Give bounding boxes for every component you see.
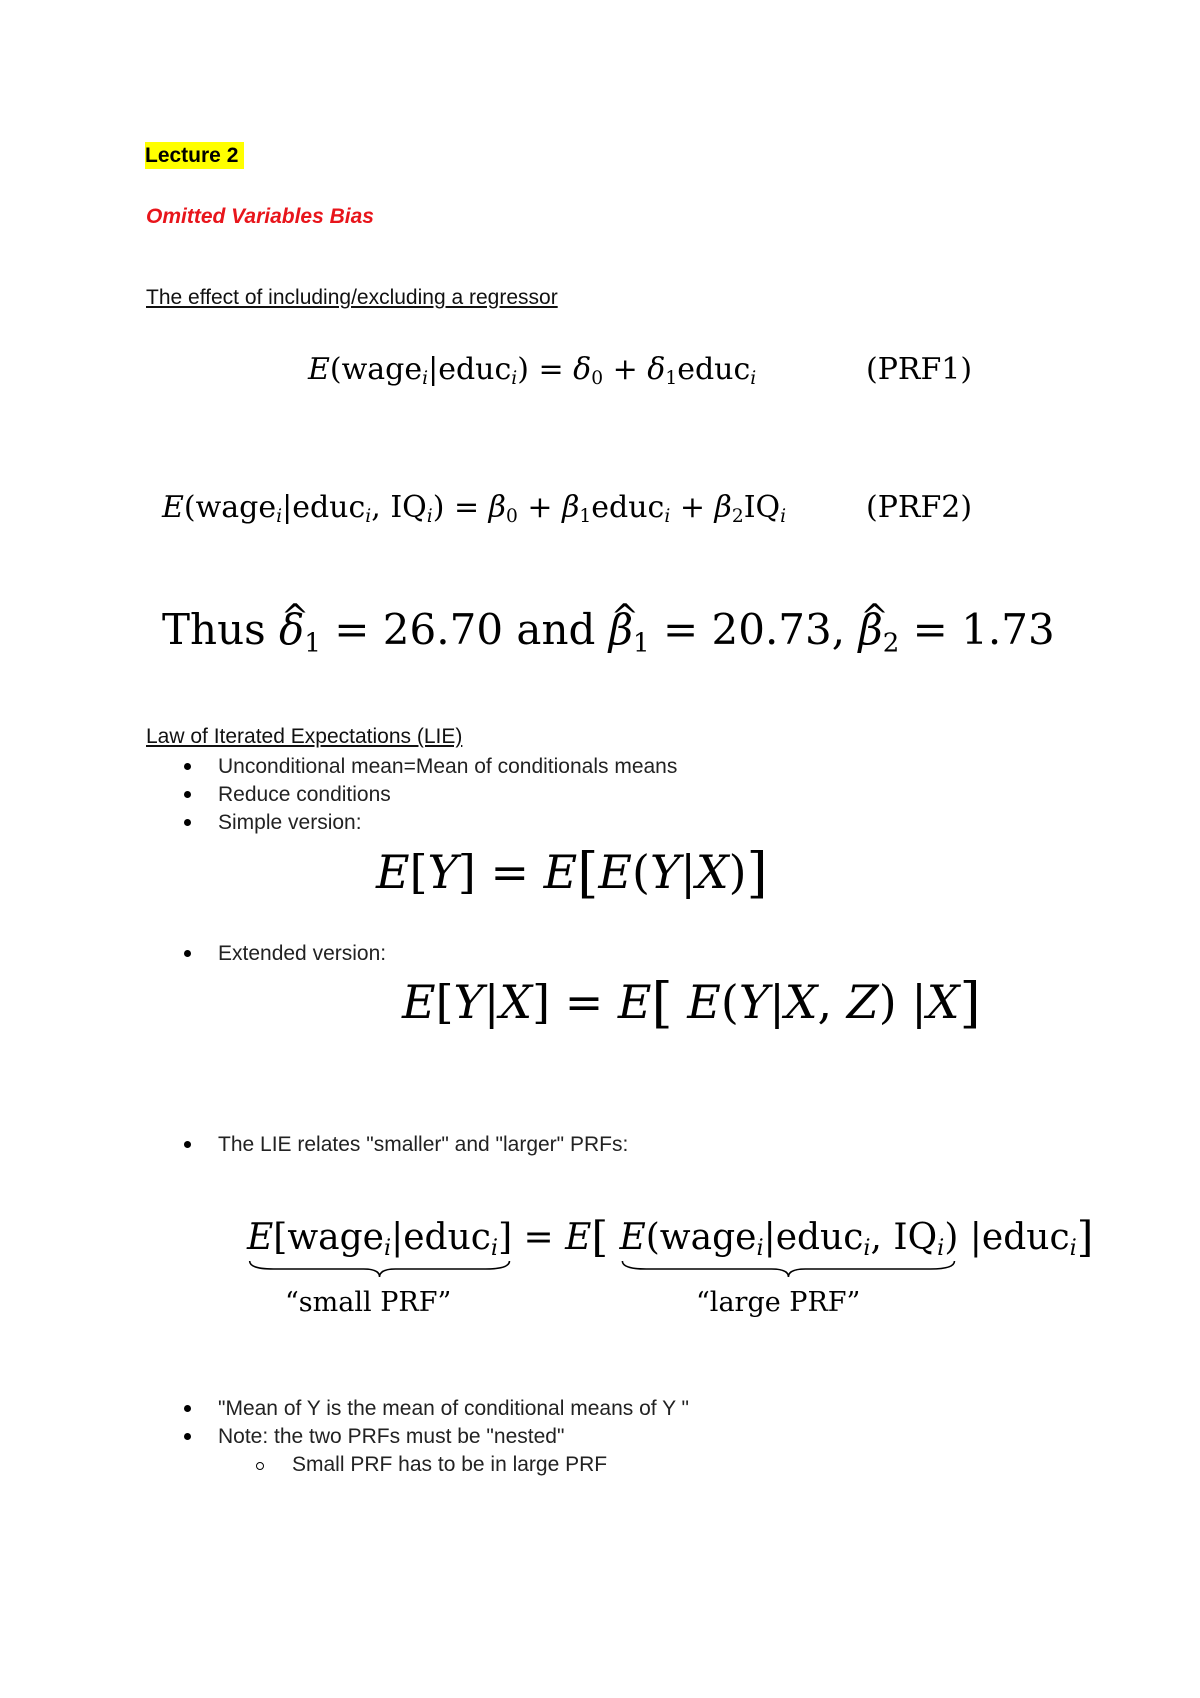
large-prf-group: E(wage$_i$|educ$_i$, $IQ_i$)	[619, 1215, 958, 1261]
equation-lie-extended: E[Y|X] = E[ E(Y|X, Z) |X]	[402, 971, 981, 1035]
equation-prf2: E(wage$_i$|educ$_i$, $IQ_i) = \beta_0$ + $\beta_1educ_i + \beta_2IQ_i$	[162, 490, 787, 528]
bullet-icon	[184, 1141, 191, 1148]
bullet-icon	[184, 950, 191, 957]
equation-tag-prf2: (PRF2)	[866, 490, 973, 525]
label-large-prf: “large PRF”	[696, 1287, 861, 1318]
topic-title: Omitted Variables Bias	[146, 205, 374, 228]
beta1-hat-value: 20.73	[711, 605, 832, 654]
estimates-statement: Thus ^ $\delta_1 = 26.70$ and ^ $\beta_1 = 20.73$, ^ $\beta_2 = 1.73$	[162, 603, 1055, 657]
delta1-hat-value: 26.70	[382, 605, 504, 654]
circle-bullet-icon	[256, 1462, 264, 1470]
bullet-icon	[184, 1405, 191, 1412]
bullet-icon	[184, 763, 191, 770]
equation-nested-prfs: E[wage$_i$|educ$_i$] = E[ E(wage$_i$|educ$_i$, $IQ_i$) |educ$_i$]	[247, 1215, 1093, 1262]
underbrace-large	[619, 1259, 958, 1279]
label-small-prf: “small PRF”	[285, 1287, 452, 1318]
bullet-icon	[184, 819, 191, 826]
underbrace-small	[247, 1259, 512, 1279]
beta2-hat-value: 1.73	[961, 605, 1055, 654]
section-heading-lie: Law of Iterated Expectations (LIE)	[146, 725, 463, 748]
lecture-label: Lecture 2	[145, 142, 244, 169]
and-word: and	[516, 605, 596, 654]
equation-lie-simple: E[Y] = E[E(Y|X)]	[376, 841, 768, 905]
bullet-icon	[184, 791, 191, 798]
small-prf-group: E[wage$_i$|educ$_i$]	[247, 1215, 512, 1261]
thus-word: Thus	[162, 605, 266, 654]
section-heading-effect: The effect of including/excluding a regressor	[146, 286, 558, 309]
bullet-icon	[184, 1433, 191, 1440]
equation-prf1: E(wage$_i$|educ$_i$) = $\delta_0$ + $\delta_1educ_i$	[308, 352, 757, 390]
equation-tag-prf1: (PRF1)	[866, 352, 973, 387]
